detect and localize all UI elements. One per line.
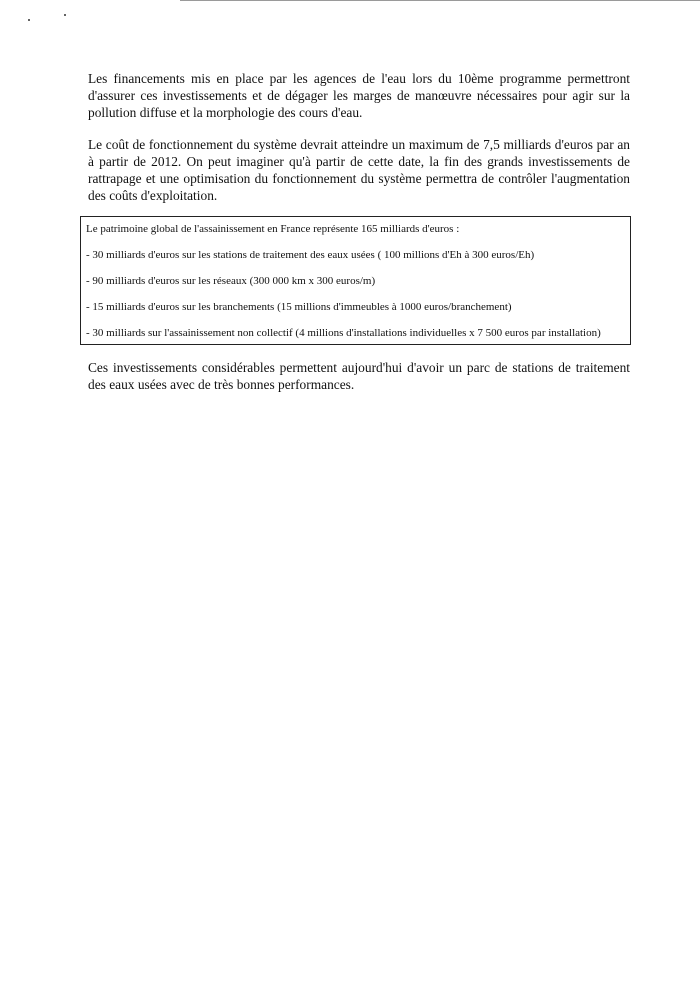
paragraph-operating-cost: Le coût de fonctionnement du système devrait atteindre un maximum de 7,5 milliards d'euros par an à partir de 2012. On peut imaginer qu'à partir de cette date, la fin des grands investissements de rattrapage et une optimisation du fonctionnement du système permettra de contrôler l'augmentation des coûts d'exploitation. <box>88 137 630 203</box>
document-page <box>88 70 630 393</box>
box-item-non-collective: - 30 milliards sur l'assainissement non collectif (4 millions d'installations individuelles x 7 500 euros par installation) <box>86 327 601 339</box>
box-heading: Le patrimoine global de l'assainissement en France représente 165 milliards d'euros : <box>86 223 460 235</box>
box-item-networks: - 90 milliards d'euros sur les réseaux (300 000 km x 300 euros/m) <box>86 275 376 287</box>
scan-mark-right <box>64 14 66 16</box>
paragraph-conclusion: Ces investissements considérables permettent aujourd'hui d'avoir un parc de stations de traitement des eaux usées avec de très bonnes performances. <box>88 360 630 392</box>
box-item-stations: - 30 milliards d'euros sur les stations de traitement des eaux usées ( 100 millions d'Eh à 300 euros/Eh) <box>86 249 535 261</box>
top-edge-rule <box>180 0 700 1</box>
heritage-summary-box <box>80 216 631 345</box>
box-item-connections: - 15 milliards d'euros sur les branchements (15 millions d'immeubles à 1000 euros/branchement) <box>86 301 512 313</box>
paragraph-funding: Les financements mis en place par les agences de l'eau lors du 10ème programme permettront d'assurer ces investissements et de dégager les marges de manœuvre nécessaires pour agir sur la pollution diffuse et la morphologie des cours d'eau. <box>88 71 630 120</box>
scan-mark-left <box>28 19 30 21</box>
